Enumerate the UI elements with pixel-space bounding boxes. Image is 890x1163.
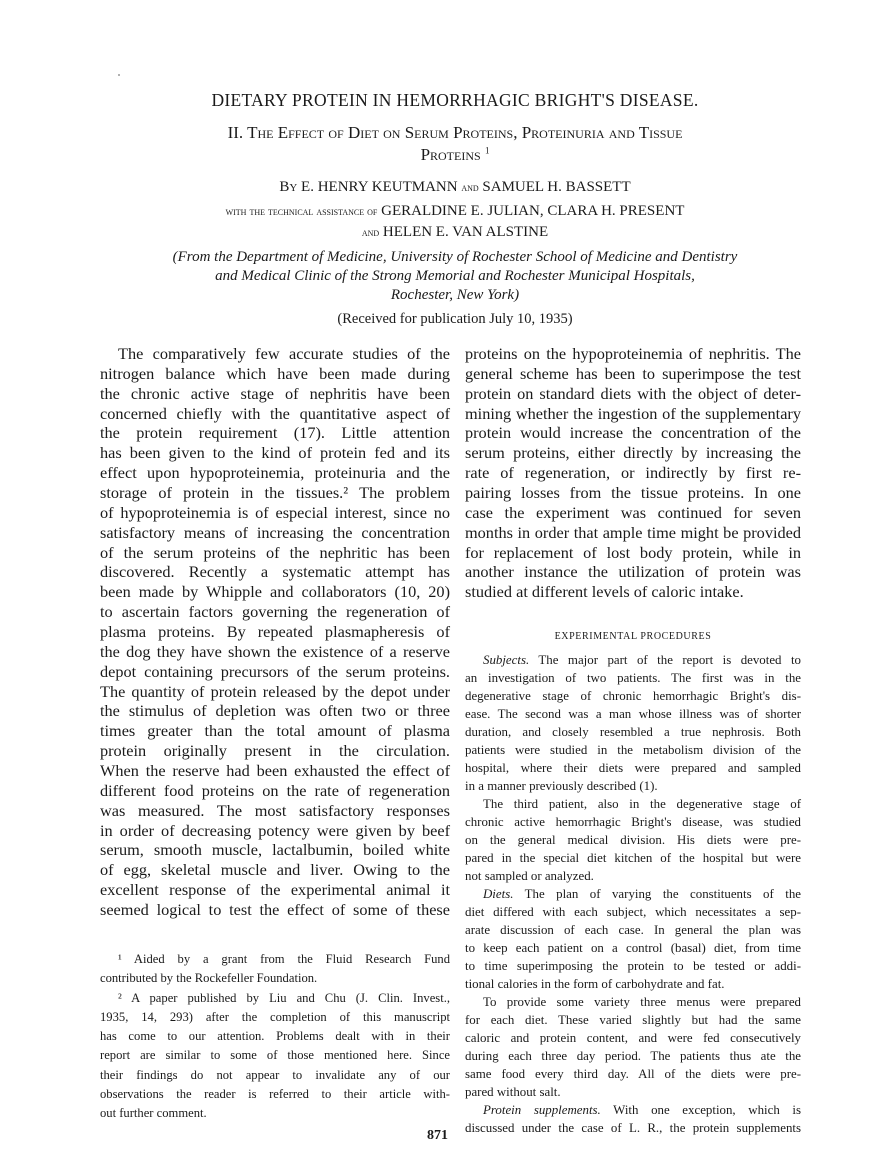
text-line: duration, and closely resembled a true nephrosis. Both — [465, 725, 801, 739]
text-line: patients were studied in the metabolism division of the — [465, 743, 801, 757]
text-line: times greater than the total amount of plasma — [100, 721, 450, 741]
text-line: The quantity of protein released by the depot under — [100, 681, 450, 701]
paragraph-lead: Subjects. — [483, 653, 530, 667]
text-line: was measured. The most satisfactory responses — [100, 800, 450, 820]
section-heading: EXPERIMENTAL PROCEDURES — [554, 631, 712, 642]
text-line: in a manner previously described (1). — [465, 779, 658, 793]
text-line: The third patient, also in the degenerative stage of — [483, 797, 801, 811]
assistance-label: with the technical assistance of — [225, 204, 378, 218]
received-date: (Received for publication July 10, 1935) — [337, 311, 573, 327]
author-1: E. HENRY KEUTMANN — [301, 179, 458, 195]
text-line: to keep each patient on a control (basal) diet, from time — [465, 941, 801, 955]
footnote-mark: 1 — [484, 145, 490, 156]
affiliation-line-1: (From the Department of Medicine, University of Rochester School of Medicine and Dentistry — [172, 249, 738, 265]
page-number: 871 — [427, 1128, 448, 1143]
text-line: depot containing precursors of the serum proteins. — [100, 661, 450, 681]
text-line: the stimulus of depletion was often two or three — [100, 701, 450, 721]
text-line: protein originally present in the circulation. — [100, 741, 450, 761]
scan-speck — [118, 74, 120, 76]
text-line: caloric and protein content, and were fed consecutively — [465, 1031, 801, 1045]
left-column — [100, 344, 450, 920]
text-line: proteins on the hypoproteinemia of nephritis. The — [465, 344, 801, 363]
authors-line — [10, 179, 890, 196]
right-column-intro — [465, 344, 801, 602]
text-line: on the general medical division. His diets were pre- — [465, 833, 801, 847]
paper-subtitle-line-2 — [10, 145, 890, 165]
text-line: of egg, skeletal muscle and liver. Owing to the — [100, 860, 450, 880]
text-line: to time superimposing the protein to be tested or addi- — [465, 959, 801, 973]
text-line: diet differed with each subject, which necessitates a sep- — [465, 905, 801, 919]
text-line: in order of decreasing potency were given by beef — [100, 820, 450, 840]
text-line: concerned chiefly with the quantitative aspect of — [100, 403, 450, 423]
footnotes — [100, 950, 450, 1124]
paragraph-lead: Diets. — [483, 887, 514, 901]
text-line: pared in the special diet kitchen of the hospital but were — [465, 851, 801, 865]
paper-subtitle-line-1: II. The Effect of Diet on Serum Proteins, Proteinuria and Tissue — [227, 123, 683, 142]
text-line: To provide some variety three menus were prepared — [483, 995, 801, 1009]
text-line: nitrogen balance which have been made during — [100, 363, 450, 383]
text-line: their findings do not appear to invalidate any of our — [100, 1067, 450, 1082]
assistance-names: GERALDINE E. JULIAN, CLARA H. PRESENT — [381, 203, 685, 219]
text-line: 1935, 14, 293) after the completion of this manuscript — [100, 1009, 450, 1024]
text-line: ² A paper published by Liu and Chu (J. Clin. Invest., — [118, 990, 450, 1005]
text-line: satisfactory means of increasing the concentration — [100, 522, 450, 542]
text-line: ¹ Aided by a grant from the Fluid Research Fund — [118, 952, 450, 966]
paper-title: DIETARY PROTEIN IN HEMORRHAGIC BRIGHT'S DISEASE. — [211, 90, 699, 110]
text-line: pared without salt. — [465, 1085, 561, 1099]
text-line: excellent response of the experimental animal it — [100, 880, 450, 900]
text-line: mining whether the ingestion of the supplementary — [465, 403, 801, 423]
text-line: the dog they have shown the existence of a reserve — [100, 641, 450, 661]
text-line: observations the reader is referred to their article with- — [100, 1087, 450, 1102]
text-line: the chronic active stage of nephritis have been — [100, 383, 450, 403]
subtitle-text: Proteins — [420, 145, 481, 164]
text-line: report are similar to some of those mentioned here. Since — [100, 1048, 450, 1063]
text-line: discovered. Recently a systematic attempt has — [100, 562, 450, 582]
by-label: By — [279, 179, 298, 195]
text-line: pairing losses from the tissue proteins. In one — [465, 483, 801, 503]
text-line: serum proteins, either directly by increasing the — [465, 443, 801, 463]
text-line: storage of protein in the tissues.² The problem — [100, 483, 450, 503]
text-line: ease. The second was a man whose illness was of shorter — [465, 707, 801, 721]
text-line: months in order that ample time might be provided — [465, 522, 801, 542]
text-line: different food proteins on the rate of regeneration — [100, 780, 450, 800]
paragraph-lead: Protein supplements. — [483, 1103, 601, 1117]
text-line: during each three day period. The patients thus ate the — [465, 1049, 801, 1063]
text-line: degenerative stage of chronic hemorrhagic Bright's dis- — [465, 689, 801, 703]
text-line: When the reserve had been exhausted the effect of — [100, 761, 450, 781]
text-line: same food every third day. All of the diets were pre- — [465, 1067, 801, 1081]
text-line: of the serum proteins of the nephritic has been — [100, 542, 450, 562]
text-line: effect upon hypoproteinemia, proteinuria and the — [100, 463, 450, 483]
text-line: for replacement of lost body protein, while in — [465, 542, 801, 562]
text-line: for each diet. These varied slightly but had the same — [465, 1013, 801, 1027]
text-line: rate of regeneration, or indirectly by first re- — [465, 463, 801, 483]
text-line: general scheme has been to superimpose the test — [465, 363, 801, 383]
author-2: SAMUEL H. BASSETT — [482, 179, 631, 195]
text-line: tional calories in the form of carbohydrate and fat. — [465, 977, 725, 991]
text-line: seemed logical to test the effect of some of these — [100, 900, 450, 920]
text-line: serum, smooth muscle, lactalbumin, boiled white — [100, 840, 450, 860]
right-column-body — [465, 651, 801, 1137]
text-line: out further comment. — [100, 1106, 207, 1121]
text-line: discussed under the case of L. R., the protein supplements — [465, 1121, 801, 1135]
text-line: arate discussion of each case. In general the plan was — [465, 923, 801, 937]
text-line: plasma proteins. By repeated plasmapheresis of — [100, 622, 450, 642]
and-label: and — [461, 180, 479, 194]
text-line: Protein supplements. With one exception, which is — [483, 1103, 801, 1117]
affiliation-line-2: and Medical Clinic of the Strong Memorial and Rochester Municipal Hospitals, — [215, 268, 695, 284]
text-line: contributed by the Rockefeller Foundation. — [100, 971, 318, 986]
and-label: and — [361, 225, 380, 239]
text-line: hospital, where their diets were prepared and sampled — [465, 761, 801, 775]
text-line: another instance the utilization of protein was — [465, 562, 801, 582]
text-line: Diets. The plan of varying the constituents of the — [483, 887, 801, 901]
text-line: been made by Whipple and collaborators (10, 20) — [100, 582, 450, 602]
text-line: chronic active hemorrhagic Bright's disease, was studied — [465, 815, 801, 829]
text-line: case the experiment was continued for seven — [465, 502, 801, 522]
text-line: of hypoproteinemia is of especial interest, since no — [100, 502, 450, 522]
text-line: protein on standard diets with the object of deter- — [465, 383, 801, 403]
affiliation-line-3: Rochester, New York) — [390, 287, 520, 303]
text-line: Subjects. The major part of the report is devoted to — [483, 653, 801, 667]
text-line: to ascertain factors governing the regeneration of — [100, 602, 450, 622]
text-line: studied at different levels of caloric intake. — [465, 582, 744, 602]
text-line: protein would increase the concentration of the — [465, 423, 801, 443]
text-line: the protein requirement (17). Little attention — [100, 423, 450, 443]
assistance-line — [10, 203, 890, 220]
text-line: not sampled or analyzed. — [465, 869, 594, 883]
text-line: The comparatively few accurate studies of the — [118, 344, 450, 363]
text-line: an investigation of two patients. The first was in the — [465, 671, 801, 685]
text-line: has been given to the kind of protein fed and its — [100, 443, 450, 463]
text-line: has come to our attention. Problems dealt with in their — [100, 1029, 450, 1044]
assistance-last-name: HELEN E. VAN ALSTINE — [382, 224, 549, 240]
assistance-line-2 — [10, 224, 890, 241]
